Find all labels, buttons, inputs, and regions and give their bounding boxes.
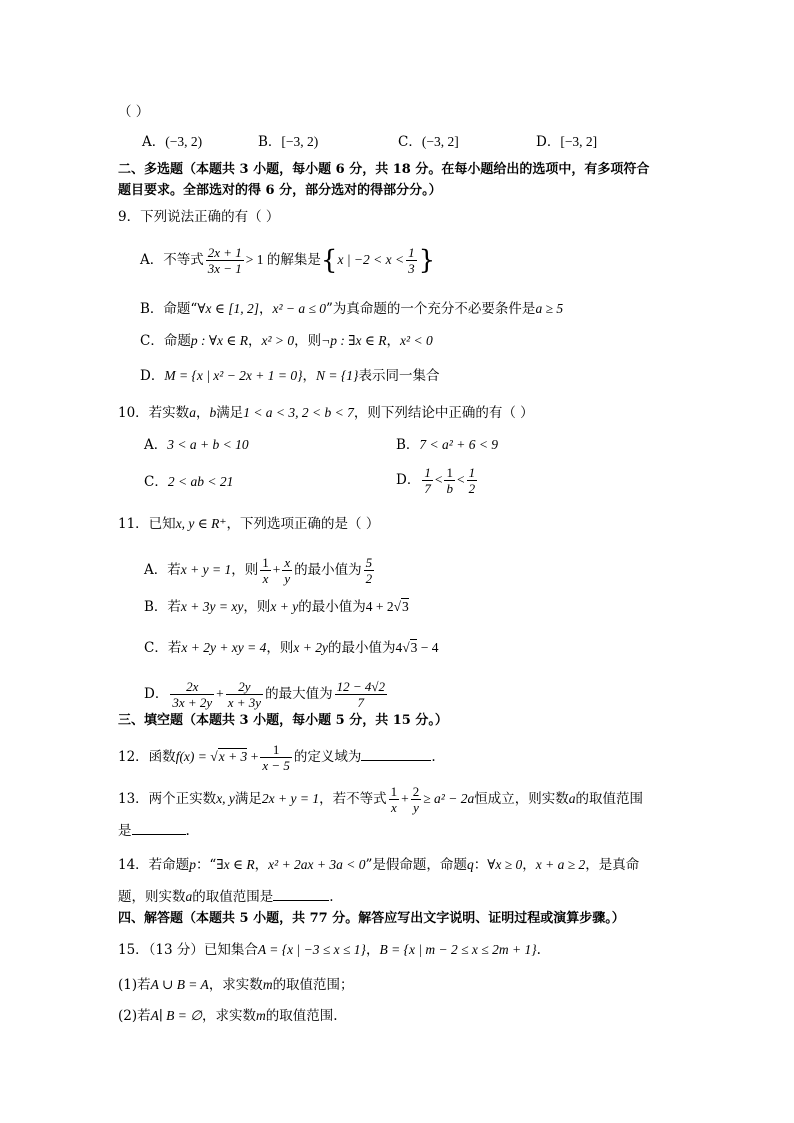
q8-option-a: A．(−3, 2) bbox=[142, 134, 203, 150]
q13-line2: 是 . bbox=[118, 820, 190, 840]
q15-part1: (1)若A ∪ B = A，求实数m的取值范围； bbox=[118, 977, 354, 993]
q9-a-fraction: $\frac{2x + 1}{3x - 1}$ bbox=[207, 245, 242, 276]
q8-option-b: B．[−3, 2) bbox=[258, 134, 319, 150]
q12-answer-blank[interactable] bbox=[361, 746, 431, 761]
q14-line2: 题，则实数a的取值范围是 . bbox=[118, 886, 334, 906]
q11-option-a: A．若x + y = 1，则 $\frac{1}{x}$ + $\frac{x}{y}$ 的最小值为 $\frac{5}{2}$ bbox=[144, 555, 373, 586]
q11-option-d: D． $\frac{2x}{3x + 2y}$ + $\frac{2y}{x + 3y}$ 的最大值为 $\frac{12 - 4√2}{7}$ bbox=[144, 679, 385, 710]
q9-option-d: D．M = {x | x² − 2x + 1 = 0}，N = {1}表示同一集合 bbox=[140, 368, 440, 384]
section2-heading-line1: 二、多选题（本题共 3 小题，每小题 6 分，共 18 分。在每小题给出的选项中，有多项符合 bbox=[118, 162, 650, 177]
q10-option-b: B．7 < a² + 6 < 9 bbox=[396, 437, 499, 453]
q9-option-c: C．命题p : ∀x ∈ R，x² > 0，则¬p : ∃x ∈ R，x² < 0 bbox=[140, 333, 433, 349]
q11-option-b: B．若x + 3y = xy，则x + y的最小值为4 + 2√3 bbox=[144, 599, 409, 615]
q9-option-a: A．不等式 $\frac{2x + 1}{3x - 1}$ > 1 的解集是{x | −2 < x < $\frac{1}{3}$ } bbox=[140, 245, 436, 276]
q12: 12．函数f(x) = √x + 3 + $\frac{1}{x - 5}$ 的定义域为 . bbox=[118, 742, 436, 773]
q10-stem: 10．若实数a，b满足1 < a < 3, 2 < b < 7，则下列结论中正确的有（ ） bbox=[118, 405, 534, 421]
q11-stem: 11．已知x, y ∈ R⁺，下列选项正确的是（ ） bbox=[118, 516, 380, 532]
q8-option-c: C．(−3, 2] bbox=[398, 134, 459, 150]
q10-option-a: A．3 < a + b < 10 bbox=[144, 437, 249, 453]
q8-option-d: D．[−3, 2] bbox=[536, 134, 598, 150]
section2-heading-line2: 题目要求。全部选对的得 6 分，部分选对的得部分分。） bbox=[118, 183, 442, 198]
q13-answer-blank[interactable] bbox=[132, 820, 186, 835]
section4-heading: 四、解答题（本题共 5 小题，共 77 分。解答应写出文字说明、证明过程或演算步骤。） bbox=[118, 911, 625, 926]
q13-line1: 13．两个正实数x, y满足2x + y = 1，若不等式 $\frac{1}{x}$ + $\frac{2}{y}$ ≥ a² − 2a恒成立，则实数a的取值范围 bbox=[118, 784, 643, 815]
q10-option-c: C．2 < ab < 21 bbox=[144, 474, 234, 490]
q8-answer-paren: （ ） bbox=[118, 104, 150, 120]
q14-line1: 14．若命题p：“∃x ∈ R，x² + 2ax + 3a < 0”是假命题，命题q：∀x ≥ 0，x + a ≥ 2，是真命 bbox=[118, 857, 640, 873]
section3-heading: 三、填空题（本题共 3 小题，每小题 5 分，共 15 分。） bbox=[118, 713, 448, 728]
q10-option-d: D． $\frac{1}{7}$ < $\frac{1}{b}$ < $\frac{1}{2}$ bbox=[396, 465, 476, 496]
q14-answer-blank[interactable] bbox=[273, 886, 329, 901]
q11-option-c: C．若x + 2y + xy = 4，则x + 2y的最小值为4√3 − 4 bbox=[144, 640, 439, 656]
q9-stem: 9．下列说法正确的有（ ） bbox=[118, 209, 280, 225]
q15-stem: 15．（13 分）已知集合A = {x | −3 ≤ x ≤ 1}，B = {x | m − 2 ≤ x ≤ 2m + 1}. bbox=[118, 942, 541, 958]
q9-option-b: B．命题“∀x ∈ [1, 2]，x² − a ≤ 0”为真命题的一个充分不必要条件是a ≥ 5 bbox=[140, 301, 564, 317]
q15-part2: (2)若A∣ B = ∅，求实数m的取值范围. bbox=[118, 1008, 338, 1024]
